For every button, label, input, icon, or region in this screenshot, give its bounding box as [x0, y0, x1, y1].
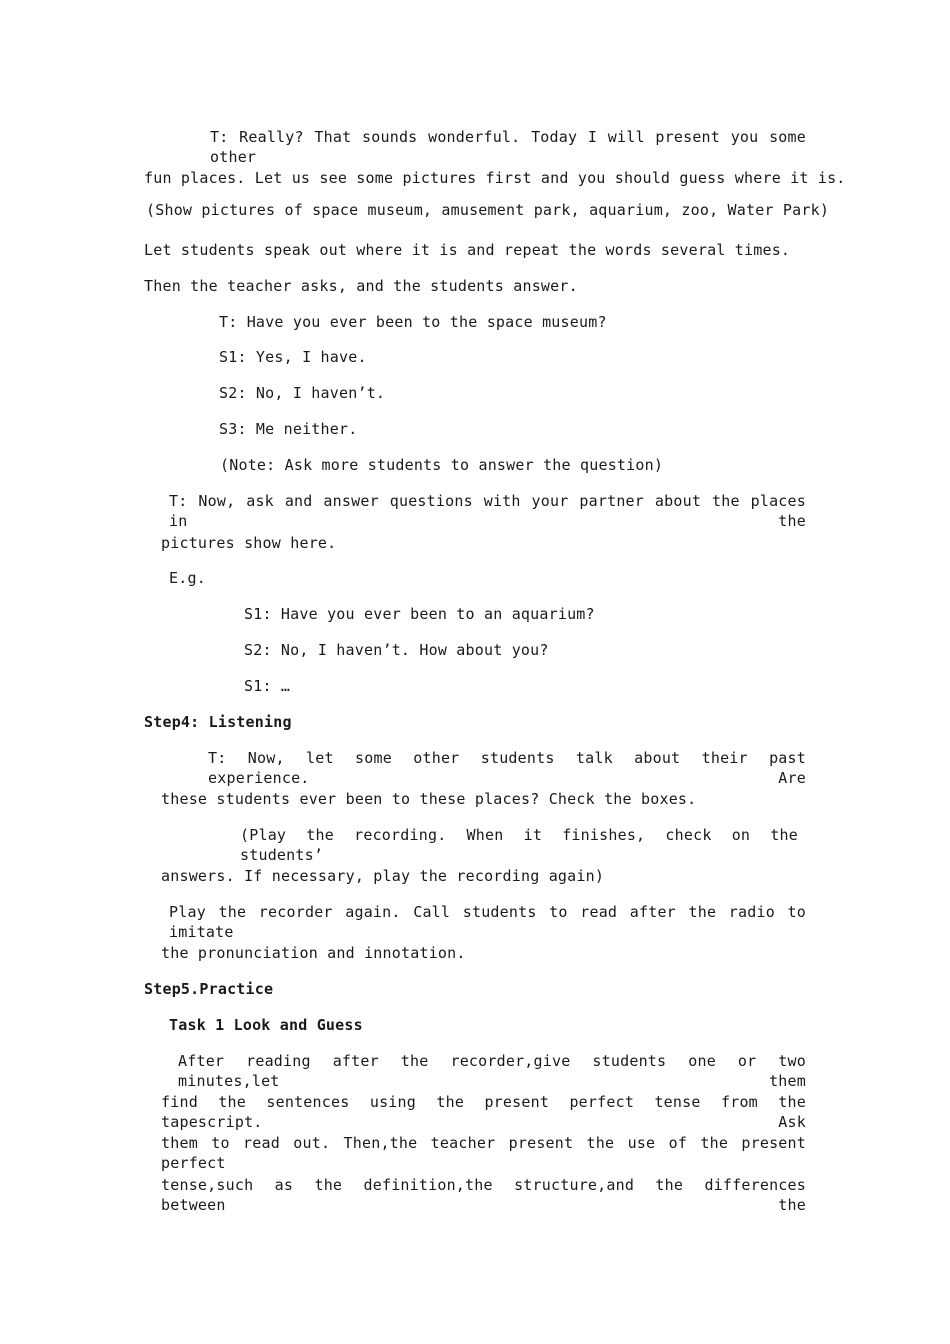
- paragraph-line: After reading after the recorder,give students one or two minutes,let them: [178, 1052, 806, 1090]
- paragraph-line: find the sentences using the present perfect tense from the tapescript. Ask: [161, 1093, 806, 1131]
- paragraph-line: them to read out. Then,the teacher present the use of the present perfect: [161, 1134, 806, 1172]
- dialogue-line: S2: No, I haven’t. How about you?: [244, 641, 549, 659]
- example-label: E.g.: [169, 569, 206, 587]
- step-heading: Step4: Listening: [144, 713, 292, 731]
- paragraph-line: pictures show here.: [161, 534, 337, 552]
- dialogue-line: S1: …: [244, 677, 291, 695]
- dialogue-line: S1: Yes, I have.: [219, 348, 367, 366]
- paragraph-line: these students ever been to these places? Check the boxes.: [161, 790, 697, 808]
- paragraph-line: Let students speak out where it is and repeat the words several times.: [144, 241, 791, 259]
- paragraph-line: Then the teacher asks, and the students answer.: [144, 277, 578, 295]
- paragraph-line: T: Now, let some other students talk about their past experience. Are: [208, 749, 806, 787]
- step-heading: Step5.Practice: [144, 980, 274, 998]
- dialogue-line: S3: Me neither.: [219, 420, 358, 438]
- task-heading: Task 1 Look and Guess: [169, 1016, 363, 1034]
- dialogue-line: S1: Have you ever been to an aquarium?: [244, 605, 595, 623]
- paragraph-line: the pronunciation and innotation.: [161, 944, 466, 962]
- paragraph-line: fun places. Let us see some pictures first and you should guess where it is.: [144, 169, 846, 187]
- paragraph-line: tense,such as the definition,the structure,and the differences between the: [161, 1176, 806, 1214]
- paragraph-line: (Show pictures of space museum, amusement park, aquarium, zoo, Water Park): [146, 201, 830, 219]
- paragraph-line: answers. If necessary, play the recording again): [161, 867, 605, 885]
- paragraph-line: Play the recorder again. Call students to read after the radio to imitate: [169, 903, 806, 941]
- dialogue-line: S2: No, I haven’t.: [219, 384, 386, 402]
- paragraph-line: (Play the recording. When it finishes, check on the students’: [240, 826, 798, 864]
- paragraph-line: T: Now, ask and answer questions with your partner about the places in the: [169, 492, 806, 530]
- paragraph-line: T: Really? That sounds wonderful. Today I will present you some other: [210, 128, 806, 166]
- dialogue-line: T: Have you ever been to the space museum?: [219, 313, 607, 331]
- note-line: (Note: Ask more students to answer the question): [220, 456, 664, 474]
